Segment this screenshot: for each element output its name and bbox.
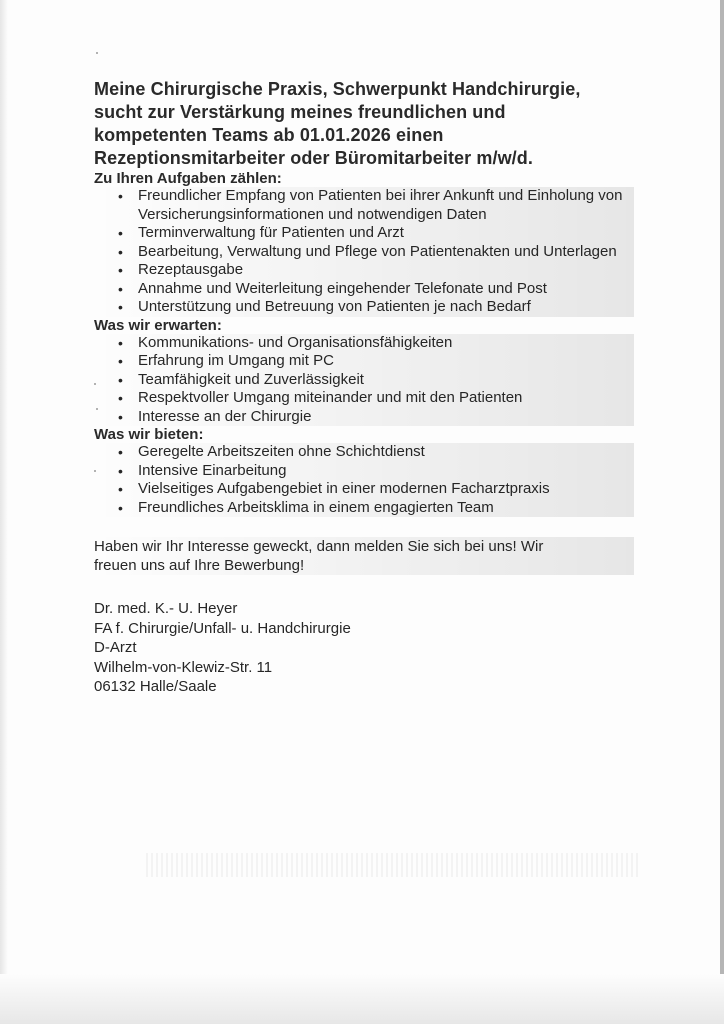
doctor-specialty: FA f. Chirurgie/Unfall- u. Handchirurgie <box>94 619 351 637</box>
address-city: 06132 Halle/Saale <box>94 678 217 695</box>
closing-line: freuen uns auf Ihre Bewerbung! <box>94 557 305 574</box>
bullet-icon: • <box>118 499 123 516</box>
list-item <box>94 334 634 353</box>
list-item <box>94 499 634 518</box>
tasks-list <box>94 187 634 317</box>
list-item <box>94 280 634 299</box>
list-item <box>94 480 634 499</box>
bullet-icon: • <box>118 444 123 460</box>
list-item-text: Geregelte Arbeitszeiten ohne Schichtdienst <box>138 443 425 460</box>
bullet-icon: • <box>118 262 123 278</box>
bullet-icon: • <box>118 371 123 388</box>
list-item <box>94 371 634 390</box>
list-item-text: Interesse an der Chirurgie <box>138 407 312 425</box>
bullet-icon: • <box>118 408 123 425</box>
scan-noise <box>146 853 640 877</box>
list-item-text: Intensive Einarbeitung <box>138 461 287 479</box>
list-item <box>94 443 634 462</box>
expectations-list <box>94 334 634 427</box>
list-item <box>94 224 634 243</box>
list-item <box>94 352 634 371</box>
bullet-icon: • <box>118 334 123 351</box>
list-item <box>94 298 634 317</box>
expectations-heading: Was wir erwarten: <box>94 316 222 334</box>
list-item-text: Vielseitiges Aufgabengebiet in einer modernen Facharztpraxis <box>138 480 550 497</box>
signature-block <box>94 599 634 697</box>
doctor-name: Dr. med. K.- U. Heyer <box>94 600 238 617</box>
list-item-text: Freundlicher Empfang von Patienten bei ihrer Ankunft und Einholung von Versicherungsinformationen und notwendigen Daten <box>138 187 623 223</box>
headline-line: Rezeptionsmitarbeiter oder Büromitarbeiter m/w/d. <box>94 148 533 168</box>
closing-line: Haben wir Ihr Interesse geweckt, dann melden Sie sich bei uns! Wir <box>94 538 544 555</box>
list-item <box>94 462 634 481</box>
headline-line: Meine Chirurgische Praxis, Schwerpunkt Handchirurgie, <box>94 79 581 99</box>
bullet-icon: • <box>118 481 123 497</box>
bullet-icon: • <box>118 353 123 369</box>
list-item-text: Respektvoller Umgang miteinander und mit den Patienten <box>138 389 523 406</box>
doctor-role: D-Arzt <box>94 639 137 656</box>
list-item-text: Erfahrung im Umgang mit PC <box>138 352 334 369</box>
headline-line: kompetenten Teams ab 01.01.2026 einen <box>94 125 444 145</box>
bullet-icon: • <box>118 243 123 260</box>
list-item-text: Kommunikations- und Organisationsfähigkeiten <box>138 333 453 351</box>
headline-line: sucht zur Verstärkung meines freundlichen und <box>94 102 506 122</box>
list-item-text: Freundliches Arbeitsklima in einem engagierten Team <box>138 498 494 516</box>
list-item-text: Teamfähigkeit und Zuverlässigkeit <box>138 370 364 388</box>
list-item <box>94 408 634 427</box>
list-item-text: Rezeptausgabe <box>138 261 244 278</box>
bullet-icon: • <box>118 390 123 406</box>
list-item-text: Annahme und Weiterleitung eingehender Telefonate und Post <box>138 279 547 297</box>
bullet-icon: • <box>118 280 123 297</box>
bullet-icon: • <box>118 188 123 204</box>
tasks-heading: Zu Ihren Aufgaben zählen: <box>94 170 282 187</box>
list-item-text: Terminverwaltung für Patienten und Arzt <box>138 224 404 241</box>
offers-list <box>94 443 634 517</box>
list-item <box>94 389 634 408</box>
bullet-icon: • <box>118 299 123 315</box>
list-item-text: Bearbeitung, Verwaltung und Pflege von Patientenakten und Unterlagen <box>138 242 617 260</box>
list-item-text: Unterstützung und Betreuung von Patienten je nach Bedarf <box>138 298 531 315</box>
bullet-icon: • <box>118 225 123 241</box>
list-item <box>94 243 634 262</box>
job-headline <box>94 78 634 170</box>
scan-edge-left <box>0 0 8 1024</box>
closing-paragraph <box>94 537 634 575</box>
scan-speck <box>96 52 98 54</box>
job-posting <box>94 78 634 697</box>
offers-heading: Was wir bieten: <box>94 426 204 443</box>
address-street: Wilhelm-von-Klewiz-Str. 11 <box>94 658 273 676</box>
scan-edge-bottom <box>0 974 724 1024</box>
list-item <box>94 261 634 280</box>
scan-edge-right <box>720 0 724 1024</box>
bullet-icon: • <box>118 462 123 479</box>
list-item <box>94 187 634 224</box>
